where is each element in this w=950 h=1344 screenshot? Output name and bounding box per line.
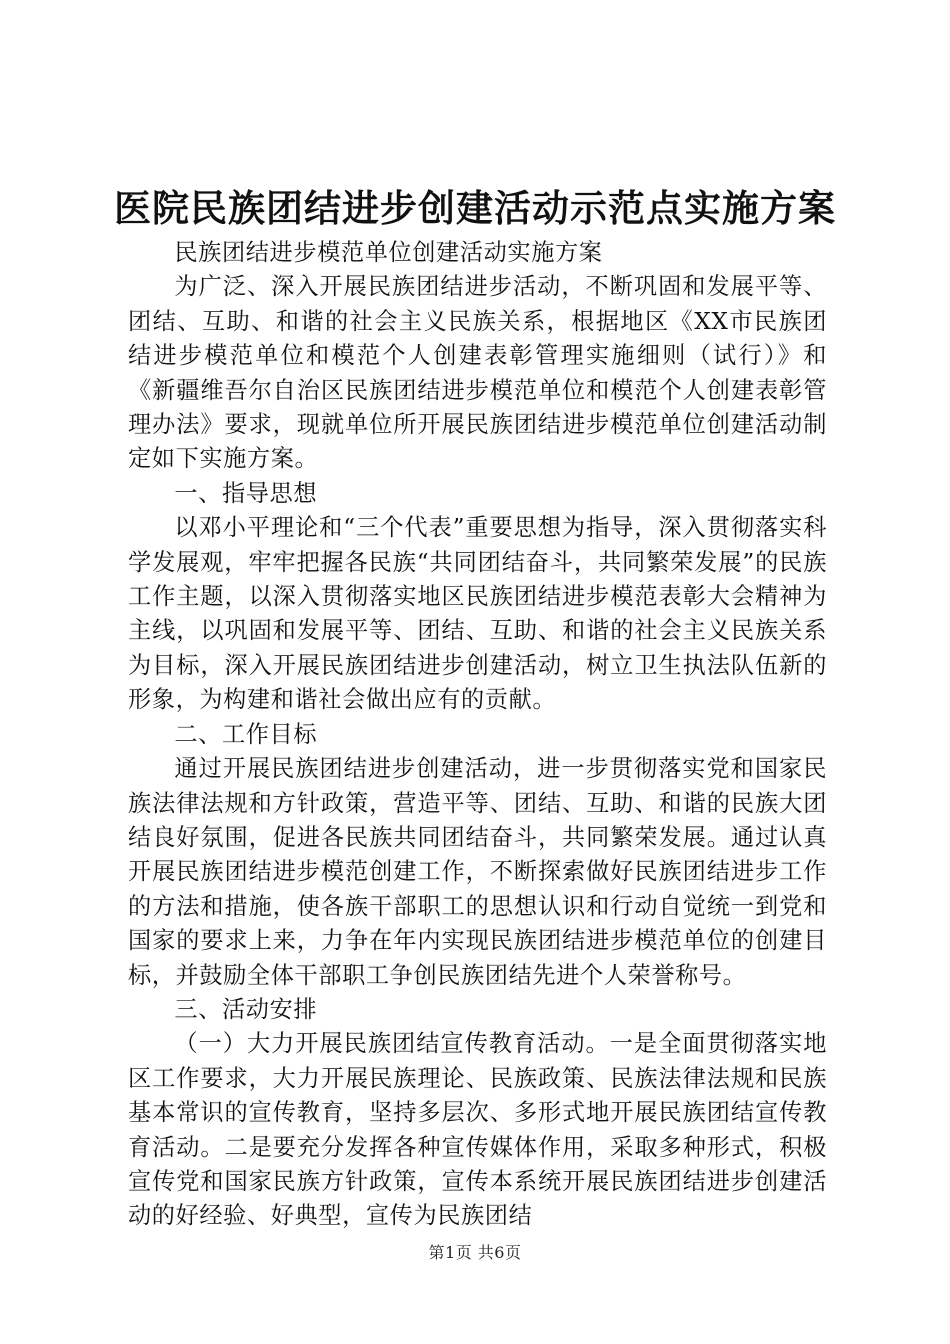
paragraph-intro: 为广泛、深入开展民族团结进步活动，不断巩固和发展平等、团结、互助、和谐的社会主义民族关系，根据地区《XX市民族团结进步模范单位和模范个人创建表彰管理实施细则（试行）》和《新疆维吾尔自治区民族团结进步模范单位和模范个人创建表彰管理办法》要求，现就单位所开展民族团结进步模范单位创建活动制定如下实施方案。 [128, 273, 827, 473]
paragraph-guiding-ideology: 以邓小平理论和“三个代表”重要思想为指导，深入贯彻落实科学发展观，牢牢把握各民族“共同团结奋斗，共同繁荣发展”的民族工作主题，以深入贯彻落实地区民族团结进步模范表彰大会精神为主线，以巩固和发展平等、团结、互助、和谐的社会主义民族关系为目标，深入开展民族团结进步创建活动，树立卫生执法队伍新的形象，为构建和谐社会做出应有的贡献。 [128, 514, 827, 714]
document-subtitle: 民族团结进步模范单位创建活动实施方案 [174, 239, 603, 266]
document-body [128, 236, 827, 1234]
section-heading-guiding-ideology: 一、指导思想 [174, 479, 318, 507]
section-heading-work-goals: 二、工作目标 [174, 720, 318, 748]
paragraph-activity-arrangement: （一）大力开展民族团结宣传教育活动。一是全面贯彻落实地区工作要求，大力开展民族理论、民族政策、民族法律法规和民族基本常识的宣传教育，坚持多层次、多形式地开展民族团结宣传教育活动。二是要充分发挥各种宣传媒体作用，采取多种形式，积极宣传党和国家民族方针政策，宣传本系统开展民族团结进步创建活动的好经验、好典型，宣传为民族团结 [128, 1030, 827, 1230]
page-number: 第1页 共6页 [428, 1243, 522, 1262]
section-heading-activity-arrangement: 三、活动安排 [174, 995, 318, 1023]
document-title: 医院民族团结进步创建活动示范点实施方案 [114, 186, 836, 230]
paragraph-work-goals: 通过开展民族团结进步创建活动，进一步贯彻落实党和国家民族法律法规和方针政策，营造平等、团结、互助、和谐的民族大团结良好氛围，促进各民族共同团结奋斗，共同繁荣发展。通过认真开展民族团结进步模范创建工作，不断探索做好民族团结进步工作的方法和措施，使各族干部职工的思想认识和行动自觉统一到党和国家的要求上来，力争在年内实现民族团结进步模范单位的创建目标，并鼓励全体干部职工争创民族团结先进个人荣誉称号。 [128, 755, 827, 989]
